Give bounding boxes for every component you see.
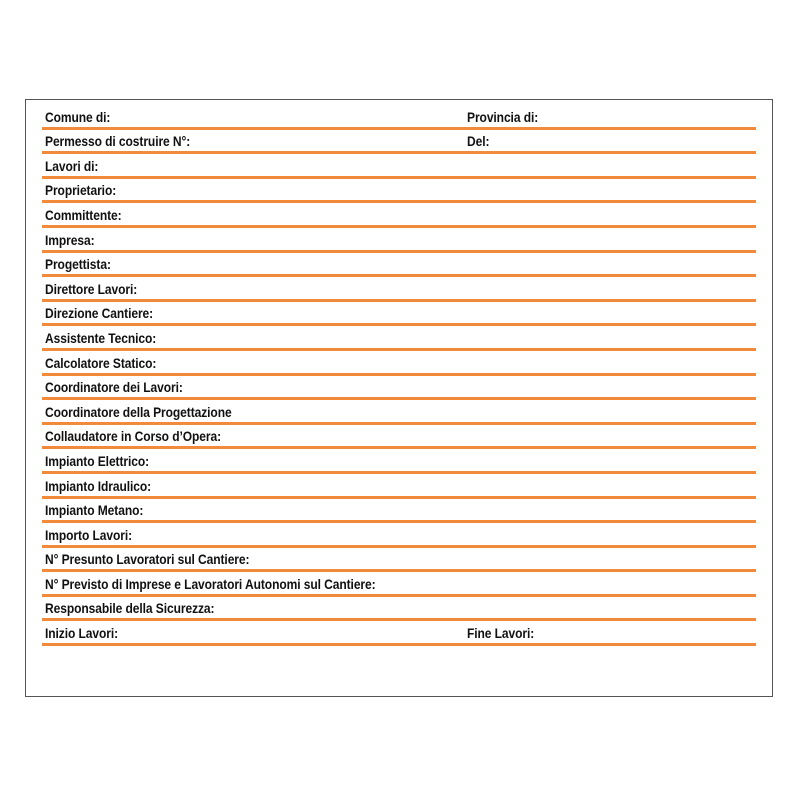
field-label: Lavori di: [45,157,99,174]
field-row [42,154,756,179]
field-label: Inizio Lavori: [45,625,119,642]
field-label: Impianto Idraulico: [45,477,152,494]
field-label: N° Previsto di Imprese e Lavoratori Autonomi sul Cantiere: [45,575,376,592]
field-label-right: Fine Lavori: [467,625,535,642]
field-label: Comune di: [45,108,111,125]
construction-site-sign [25,99,773,697]
field-row [42,548,756,573]
field-label: Direzione Cantiere: [45,305,154,322]
field-label-right: Provincia di: [467,108,539,125]
field-row [42,376,756,401]
field-row [42,351,756,376]
field-row [42,228,756,253]
field-label: Direttore Lavori: [45,280,138,297]
field-row [42,425,756,450]
field-label: Committente: [45,206,122,223]
field-label: Importo Lavori: [45,526,133,543]
field-row [42,302,756,327]
field-row [42,572,756,597]
field-label: Impianto Elettrico: [45,452,150,469]
field-row [42,523,756,548]
field-label: Proprietario: [45,182,117,199]
field-row [42,105,756,130]
field-row [42,474,756,499]
field-row [42,597,756,622]
field-row [42,203,756,228]
field-row [42,253,756,278]
field-label-right: Del: [467,133,490,150]
field-row [42,400,756,425]
field-label: Permesso di costruire N°: [45,133,191,150]
field-label: Coordinatore della Progettazione [45,403,232,420]
field-label: Impianto Metano: [45,502,144,519]
field-label: N° Presunto Lavoratori sul Cantiere: [45,551,250,568]
field-row [42,277,756,302]
field-label: Assistente Tecnico: [45,329,157,346]
field-row [42,621,756,646]
field-label: Progettista: [45,256,111,273]
field-label: Collaudatore in Corso d’Opera: [45,428,222,445]
field-row [42,449,756,474]
field-row [42,179,756,204]
field-row [42,326,756,351]
field-list [42,105,756,646]
field-row [42,499,756,524]
field-row [42,130,756,155]
field-label: Calcolatore Statico: [45,354,157,371]
field-label: Responsabile della Sicurezza: [45,600,215,617]
field-label: Coordinatore dei Lavori: [45,379,183,396]
field-label: Impresa: [45,231,95,248]
